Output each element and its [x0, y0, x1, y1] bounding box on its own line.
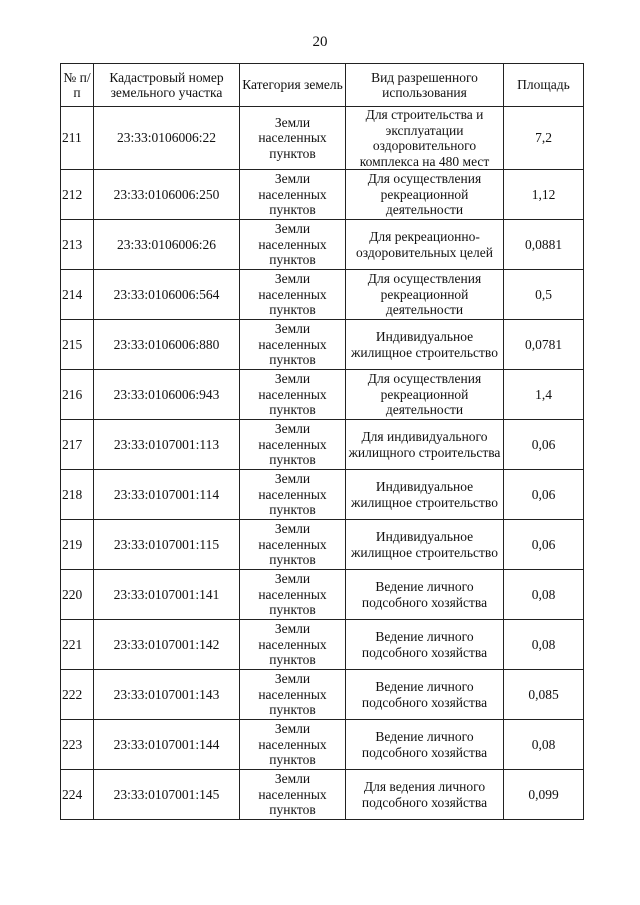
cell-cadastral-number: 23:33:0107001:144: [94, 720, 240, 770]
cell-land-category: Земли населенных пунктов: [240, 420, 346, 470]
cell-permitted-use: Для осуществления рекреационной деятельности: [346, 270, 504, 320]
table-row: [61, 107, 584, 170]
table-row: [61, 770, 584, 820]
cell-cadastral-number: 23:33:0107001:115: [94, 520, 240, 570]
cell-land-category: Земли населенных пунктов: [240, 170, 346, 220]
table-header-row: [61, 64, 584, 107]
cell-area: 0,08: [504, 620, 584, 670]
cell-num: 215: [61, 320, 94, 370]
cell-num: 223: [61, 720, 94, 770]
cell-area: 0,099: [504, 770, 584, 820]
cell-num: 218: [61, 470, 94, 520]
cell-land-category: Земли населенных пунктов: [240, 770, 346, 820]
cell-cadastral-number: 23:33:0107001:141: [94, 570, 240, 620]
cell-permitted-use: Для осуществления рекреационной деятельности: [346, 170, 504, 220]
cell-cadastral-number: 23:33:0106006:26: [94, 220, 240, 270]
cell-land-category: Земли населенных пунктов: [240, 520, 346, 570]
header-cadastral-number: Кадастровый номер земельного участка: [94, 64, 240, 107]
cell-area: 0,0881: [504, 220, 584, 270]
table-row: [61, 670, 584, 720]
cell-cadastral-number: 23:33:0106006:250: [94, 170, 240, 220]
cell-area: 1,12: [504, 170, 584, 220]
cell-num: 213: [61, 220, 94, 270]
cell-permitted-use: Индивидуальное жилищное строительство: [346, 320, 504, 370]
land-plots-table: [60, 63, 584, 820]
cell-land-category: Земли населенных пунктов: [240, 320, 346, 370]
cell-permitted-use: Для строительства и эксплуатации оздоровительного комплекса на 480 мест: [346, 107, 504, 170]
cell-land-category: Земли населенных пунктов: [240, 107, 346, 170]
table-body: [61, 107, 584, 820]
cell-land-category: Земли населенных пунктов: [240, 720, 346, 770]
cell-permitted-use: Ведение личного подсобного хозяйства: [346, 570, 504, 620]
table-row: [61, 270, 584, 320]
cell-land-category: Земли населенных пунктов: [240, 370, 346, 420]
table-row: [61, 320, 584, 370]
cell-land-category: Земли населенных пунктов: [240, 670, 346, 720]
table-row: [61, 420, 584, 470]
table-row: [61, 570, 584, 620]
cell-num: 216: [61, 370, 94, 420]
cell-num: 212: [61, 170, 94, 220]
cell-area: 0,0781: [504, 320, 584, 370]
cell-num: 214: [61, 270, 94, 320]
cell-num: 211: [61, 107, 94, 170]
cell-area: 7,2: [504, 107, 584, 170]
cell-cadastral-number: 23:33:0107001:143: [94, 670, 240, 720]
table-row: [61, 720, 584, 770]
cell-area: 0,06: [504, 420, 584, 470]
cell-num: 222: [61, 670, 94, 720]
cell-cadastral-number: 23:33:0106006:880: [94, 320, 240, 370]
cell-area: 0,06: [504, 520, 584, 570]
cell-cadastral-number: 23:33:0107001:114: [94, 470, 240, 520]
cell-cadastral-number: 23:33:0107001:113: [94, 420, 240, 470]
header-num: № п/п: [61, 64, 94, 107]
cell-land-category: Земли населенных пунктов: [240, 470, 346, 520]
table-row: [61, 620, 584, 670]
cell-num: 220: [61, 570, 94, 620]
cell-area: 0,08: [504, 570, 584, 620]
cell-permitted-use: Для ведения личного подсобного хозяйства: [346, 770, 504, 820]
cell-cadastral-number: 23:33:0107001:145: [94, 770, 240, 820]
table-row: [61, 170, 584, 220]
cell-cadastral-number: 23:33:0106006:564: [94, 270, 240, 320]
cell-area: 1,4: [504, 370, 584, 420]
cell-permitted-use: Для рекреационно-оздоровительных целей: [346, 220, 504, 270]
table-row: [61, 370, 584, 420]
cell-land-category: Земли населенных пунктов: [240, 270, 346, 320]
cell-num: 224: [61, 770, 94, 820]
cell-permitted-use: Для индивидуального жилищного строительства: [346, 420, 504, 470]
header-area: Площадь: [504, 64, 584, 107]
cell-permitted-use: Индивидуальное жилищное строительство: [346, 520, 504, 570]
header-land-category: Категория земель: [240, 64, 346, 107]
cell-num: 221: [61, 620, 94, 670]
cell-land-category: Земли населенных пунктов: [240, 220, 346, 270]
cell-land-category: Земли населенных пунктов: [240, 620, 346, 670]
header-permitted-use: Вид разрешенного использования: [346, 64, 504, 107]
table-row: [61, 470, 584, 520]
cell-num: 219: [61, 520, 94, 570]
cell-area: 0,06: [504, 470, 584, 520]
cell-area: 0,08: [504, 720, 584, 770]
page-number: 20: [312, 34, 328, 50]
cell-permitted-use: Ведение личного подсобного хозяйства: [346, 620, 504, 670]
table-row: [61, 220, 584, 270]
cell-area: 0,085: [504, 670, 584, 720]
cell-permitted-use: Ведение личного подсобного хозяйства: [346, 720, 504, 770]
cell-permitted-use: Индивидуальное жилищное строительство: [346, 470, 504, 520]
cell-permitted-use: Для осуществления рекреационной деятельности: [346, 370, 504, 420]
table-row: [61, 520, 584, 570]
cell-cadastral-number: 23:33:0107001:142: [94, 620, 240, 670]
cell-num: 217: [61, 420, 94, 470]
cell-permitted-use: Ведение личного подсобного хозяйства: [346, 670, 504, 720]
cell-cadastral-number: 23:33:0106006:22: [94, 107, 240, 170]
cell-cadastral-number: 23:33:0106006:943: [94, 370, 240, 420]
cell-land-category: Земли населенных пунктов: [240, 570, 346, 620]
cell-area: 0,5: [504, 270, 584, 320]
